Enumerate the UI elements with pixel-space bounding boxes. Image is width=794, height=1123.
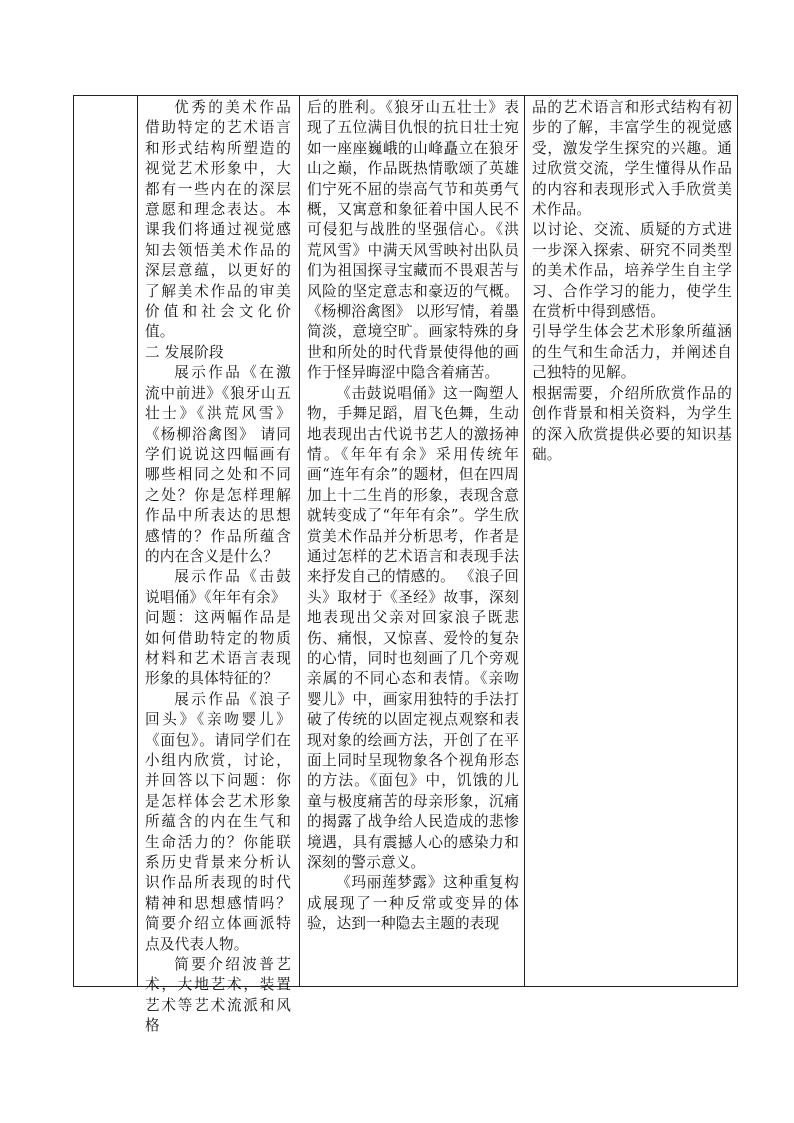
section-heading: 二 发展阶段 [145,343,224,361]
intent-paragraph: 品的艺术语言和形式结构有初步的了解，丰富学生的视觉感受，激发学生探究的兴趣。通过欣赏交流，学生懂得从作品的内容和表现形式入手欣赏美术作品。 [532,99,732,219]
activity-paragraph: 展示作品《浪子回头》《亲吻婴儿》《面包》。请同学们在小组内欣赏，讨论，并回答以下问题：你是怎样体会艺术形象所蕴含的内在生气和生命活力的？你能联系历史背景来分析认识作品所表现的时代精神和思想感情吗？ 简要介绍立体画派特点及代表人物。 [145,690,291,953]
content-paragraph: 《玛丽莲梦露》这种重复构成展现了一种反常或变异的体验，达到一种隐去主题的表现 [307,874,519,933]
intent-paragraph: 以讨论、交流、质疑的方式进一步深入探索、研究不同类型的美术作品，培养学生自主学习、合作学习的能力，使学生在赏析中得到感悟。 [532,221,732,321]
teacher-activity-column [145,98,291,1037]
lesson-plan-table [73,95,738,1035]
column-divider [137,96,138,986]
design-intent-column [532,98,732,465]
column-divider [299,96,300,986]
intro-paragraph: 优秀的美术作品借助特定的艺术语言和形式结构所塑造的视觉艺术形象中，大都有一些内在的深层意愿和理念表达。本课我们将通过视觉感知去领悟美术作品的深层意蕴，以更好的了解美术作品的审美价值和社会文化价值。 [145,99,291,341]
content-paragraph: 后的胜利。《狼牙山五壮士》表现了五位满目仇恨的抗日壮士宛如一座座巍峨的山峰矗立在狼牙山之巅，作品既热情歌颂了英雄们宁死不屈的崇高气节和英勇气概，又寓意和象征着中国人民不可侵犯与战胜的坚强信心。《洪荒风雪》中满天风雪映衬出队员们为祖国探寻宝藏而不畏艰苦与风险的坚定意志和豪迈的气概。《杨柳浴禽图》 以形写情，着墨简淡，意境空旷。画家特殊的身世和所处的时代背景使得他的画作于怪异晦涩中隐含着痛苦。 [307,99,519,382]
column-divider [524,96,525,986]
activity-paragraph: 展示作品《击鼓说唱俑》《年年有余》 [145,568,291,606]
student-activity-column [307,98,519,935]
content-paragraph: 《击鼓说唱俑》这一陶塑人物，手舞足蹈，眉飞色舞，生动地表现出古代说书艺人的激扬神情。《年年有余》采用传统年画“连年有余”的题材，但在四周加上十二生肖的形象，表现含意就转变成了“年年有余”。学生欣赏美术作品并分析思考，作者是通过怎样的艺术语言和表现手法来抒发自己的情感的。 《浪子回头》取材于《圣经》故事，深刻地表现出父亲对回家浪子既悲伤、痛恨，又惊喜、爱怜的复杂的心情，同时也刻画了几个旁观亲属的不同心态和表情。《亲吻婴儿》中，画家用独特的手法打破了传统的以固定视点观察和表现对象的绘画方法，开创了在平面上同时呈现物象各个视角形态的方法。《面包》中，饥饿的儿童与极度痛苦的母亲形象，沉痛的揭露了战争给人民造成的悲惨境遇，具有震撼人心的感染力和深刻的警示意义。 [307,384,519,872]
activity-paragraph: 展示作品《在激流中前进》《狼牙山五壮士》《洪荒风雪》《杨柳浴禽图》 请同学们说说这四幅画有哪些相同之处和不同之处？你是怎样理解作品中所表达的思想感情的？作品所蕴含的内在含义是什么？ [145,364,291,565]
intent-paragraph: 引导学生体会艺术形象所蕴涵的生气和生命活力，并阐述自己独特的见解。 [532,323,732,382]
intent-paragraph: 根据需要，介绍所欣赏作品的创作背景和相关资料，为学生的深入欣赏提供必要的知识基础。 [532,384,732,463]
activity-paragraph: 简要介绍波普艺术，大地艺术，装置艺术等艺术流派和风格 [145,956,291,1035]
question-paragraph: 问题：这两幅作品是如何借助特定的物质材料和艺术语言表现形象的具体特征的？ [145,609,291,688]
